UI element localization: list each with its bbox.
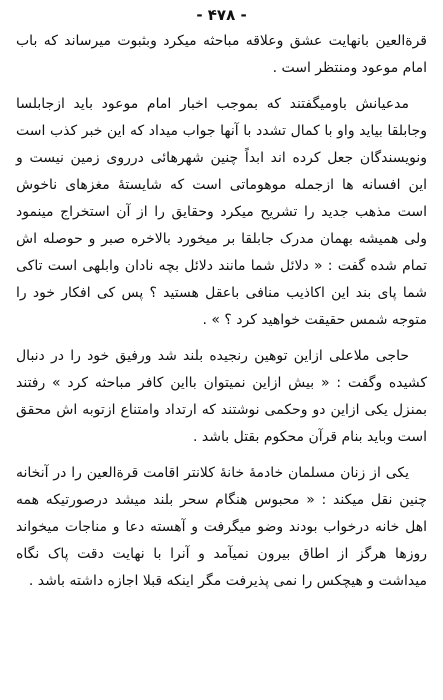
paragraph-3: حاجی ملاعلی ازاین توهین رنجیده بلند شد ورفیق خود را در دنبال کشیده وگفت : « بیش ازاین نمیتوان بااین کافر مباحثه کرد » رفتند بمنزل یکی ازاین دو وحکمی نوشتند که ارتداد وامتناع ازتوبه اش محقق است وباید بنام قرآن محکوم بقتل باشد .	[16, 348, 427, 445]
paragraph-1: قرةالعین بانهایت عشق وعلاقه مباحثه میکرد وبثبوت میرساند که باب امام موعود ومنتظر است .	[16, 33, 427, 76]
body-text	[16, 28, 427, 595]
paragraph-4: یکی از زنان مسلمان خادمهٔ خانهٔ کلانتر اقامت قرةالعین را در آنخانه چنین نقل میکند : « محبوس هنگام سحر بلند میشد درصورتیکه همه اهل خانه درخواب بودند وضو میگرفت و آهسته دعا و مناجات میخواند روزها هرگز از اطاق بیرون نمیآمد و آنرا با نهایت دقت پاک نگاه میداشت و هیچکس را نمی پذیرفت مگر اینکه قبلا اجازه داشته باشد .	[16, 465, 427, 589]
paragraph-2: مدعیانش باومیگفتند که بموجب اخبار امام موعود باید ازجابلسا وجابلقا بیاید واو با کمال تشدد با آنها جواب میداد که این خبر کذب است ونویسندگان جعل کرده اند ابداً چنین شهرهائی درروی زمین نیست و این افسانه ها ازجمله موهوماتی است که شایستهٔ مغزهای ناخوش است مذهب جدید را تشریح میکرد وحقایق را از آن استخراج مینمود ولی همیشه بهمان مدرک جابلقا بر میخورد بالاخره صبر و حوصله اش تمام شده گفت : « دلائل شما مانند دلائل بچه نادان وابلهی است تاکی شما پای بند این اکاذیب منافی باعقل هستید ؟ پس کی افکار خود را متوجه شمس حقیقت خواهید کرد ؟ » .	[16, 96, 427, 328]
page-number: - ۴۷۸ -	[196, 6, 247, 24]
